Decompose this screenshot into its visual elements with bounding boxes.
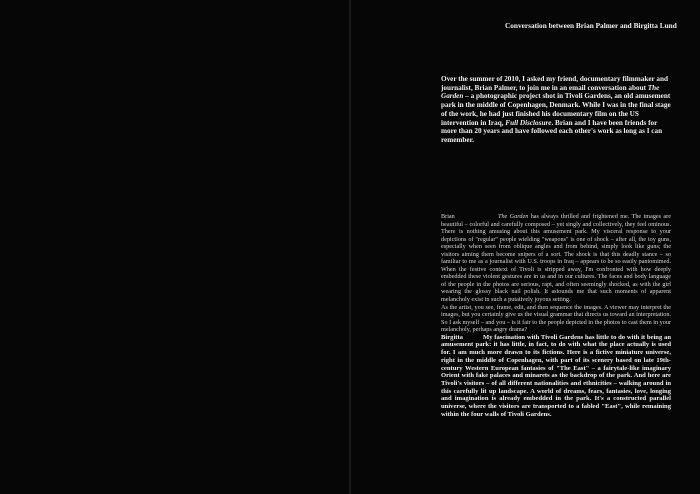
brian-paragraph-2	[441, 304, 671, 334]
birgitta-text: My fascination with Tivoli Gardens has little to do with it being an amusement park: it has little, in fact, to do with what the place actually is used for. I am much more drawn to its fictions. Here is a fictive miniature universe, right in the middle of Copenhagen, with part of its scenery based on late 19th-century Western European fantasies of "The East" – a fairytale-like imaginary Orient with fake palaces and minarets as the backdrop of the park. And here are Tivoli's visitors – of all different nationalities and ethnicities – walking around in this carefully lit up landscape. A world of dreams, fears, fantasies, love, longing and imagination is already embedded in the park. It's a constructed parallel universe, where the visitors are transported to a fabled "East", while remaining within the four walls of Tivoli Gardens.	[441, 333, 671, 418]
intro-text-2: – a photographic project shot in Tivoli Gardens, an old amusement park in the middle of Copenhagen, Denmark. While I was in the final stage of the work, he had just finished his documentary film on the US intervention in Iraq,	[441, 92, 671, 127]
intro-text-3: . Brian and I have been friends for more than 20 years and have followed each other's work as long as I can remember.	[441, 118, 663, 144]
intro-film-title: Full Disclosure	[505, 118, 552, 127]
left-page	[0, 0, 349, 494]
speaker-birgitta: Birgitta	[441, 333, 463, 341]
brian-paragraph	[441, 213, 671, 304]
intro-text-1: Over the summer of 2010, I asked my friend, documentary filmmaker and journalist, Brian Palmer, to join me in an email conversation about	[441, 75, 668, 92]
intro-work-title: The Garden	[441, 83, 660, 101]
running-header: Conversation between Brian Palmer and Birgitta Lund	[505, 21, 677, 30]
brian-text-1: has always thrilled and frightened me. The images are beautiful – colorful and carefully composed – yet singly and collectively, they feel ominous. There is nothing amusing about this amusement park. My visceral response to your depictions of "regular" people wielding "weapons" is one of shock – after all, the toy guns, especially when seen from oblique angles and from behind, simply look like guns; the visitors aiming them become snipers of a sort. The shock is that this deadly stance – so familiar to me as a journalist with U.S. troops in Iraq – appears to be so easily pantomimed. When the festive context of Tivoli is stripped away, I'm confronted with how deeply embedded these violent gestures are in us and in our cultures. The faces and body language of the people in the photos are serious, rapt, and often seemingly shocked, as with the girl wearing the glossy black nail polish. It astounds me that such moments of apparent melancholy exist in such a putatively joyous setting.	[441, 213, 671, 304]
birgitta-paragraph	[441, 334, 671, 419]
right-page	[351, 0, 700, 494]
speaker-brian: Brian	[441, 213, 455, 220]
brian-text-2: As the artist, you see, frame, edit, and then sequence the images. A viewer may interpret the images, but you certainly give us the visual grammar that directs us toward an interpretation. So I ask myself – and you – is it fair to the people depicted in the photos to cast them in your melancholy, perhaps angry drama?	[441, 303, 671, 334]
intro-paragraph	[441, 75, 671, 145]
dialogue-body	[441, 213, 671, 418]
brian-work-title: The Garden	[498, 213, 529, 220]
